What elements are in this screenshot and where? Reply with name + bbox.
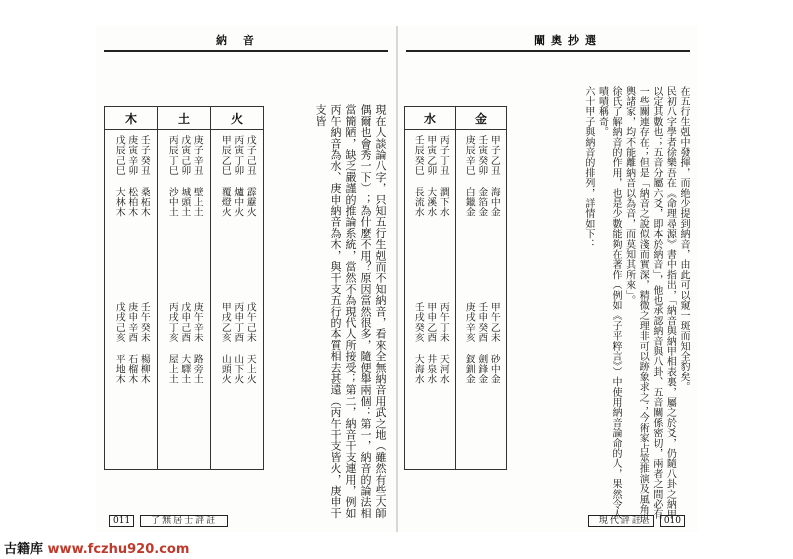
nayin-entry: 甲寅乙卯 大溪水	[425, 135, 437, 217]
nayin-entry: 丙戌丁亥 屋上土	[166, 302, 178, 384]
left-page-footer	[106, 513, 228, 526]
nayin-entry: 壬戌癸亥 大海水	[412, 302, 424, 384]
nayin-entry: 甲子乙丑 海中金	[488, 135, 500, 217]
nayin-entry: 甲申乙酉 井泉水	[425, 302, 437, 384]
nayin-entry: 丙午丁未 天河水	[437, 302, 449, 384]
nayin-entry: 庚子辛丑 壁上土	[191, 135, 203, 217]
table-column-metal	[456, 130, 507, 470]
nayin-entry: 戊子己丑 霹靂火	[244, 135, 256, 217]
left-header-rule	[104, 50, 388, 52]
left-footer-title: 了無居士評註	[140, 515, 228, 527]
nayin-entry: 戊午己未 天上火	[244, 302, 256, 384]
right-page-footer	[588, 513, 688, 526]
site-watermark	[4, 538, 189, 557]
nayin-entry: 壬子癸丑 桑柘木	[138, 135, 150, 217]
left-page-number: 011	[109, 515, 134, 527]
nayin-entry: 戊戌己亥 平地木	[113, 302, 125, 384]
nayin-entry: 壬申癸酉 劍鋒金	[476, 302, 488, 384]
table-header-earth: 土	[158, 107, 211, 130]
table-column-fire	[211, 130, 264, 470]
nayin-entry: 丙辰丁巳 沙中土	[166, 135, 178, 217]
paragraph: 六十甲子與納音的排列，詳情如下：	[582, 86, 594, 250]
watermark-url: www.fczhu920.com	[47, 542, 190, 557]
paragraph: 民初八字學者徐樂吾在《命理尋源》書中指出，「納音與納甲相表裏，屬之於爻，仍隨八卦之納甲以定其數也；五音分屬六爻，即本於納音」，他也承認納音與八卦、五音關係密切，兩者之間必有一些關連存在；但是「納音之說似淺而實深，精微之理非可以跡象求之；今術家占筮推演及風角堪輿諸家，均不能離納音以為音，而莫知其所來」。	[623, 86, 676, 525]
nayin-entry: 甲午乙未 砂中金	[488, 302, 500, 384]
nayin-entry: 甲戌乙亥 山頭火	[219, 302, 231, 384]
table-header-wood: 木	[105, 107, 158, 130]
nayin-entry: 庚寅辛卯 松柏木	[126, 135, 138, 217]
paragraph: 在五行生剋中發揮，而绝少提到納音，由此可以窺一斑而知全豹矣。	[678, 86, 689, 392]
nayin-entry: 丙寅丁卯 爐中火	[232, 135, 244, 217]
nayin-entry: 戊寅己卯 城頭土	[179, 135, 191, 217]
nayin-entry: 丙子丁丑 澗下水	[437, 135, 449, 217]
nayin-entry: 壬寅癸卯 金箔金	[476, 135, 488, 217]
right-page	[398, 26, 698, 532]
nayin-entry: 戊辰己巳 大林木	[113, 135, 125, 217]
nayin-entry: 甲辰乙巳 覆燈火	[219, 135, 231, 217]
table-column-wood	[105, 130, 158, 470]
left-page	[96, 26, 396, 532]
nayin-entry: 庚申辛酉 石榴木	[126, 302, 138, 384]
nayin-entry: 戊申己酉 大驛土	[179, 302, 191, 384]
table-header-fire: 火	[211, 107, 264, 130]
nayin-table-right	[404, 106, 507, 470]
right-page-header: 闡奧抄選	[534, 34, 602, 47]
right-page-number: 010	[660, 515, 685, 527]
table-column-water	[405, 130, 456, 470]
nayin-entry: 庚辰辛巳 白鑞金	[463, 135, 475, 217]
paragraph: 徐氏了解納音的作用，也是少數能夠在著作（例如《子平粹言》）中使用納音論命的人，果然令人嘖嘖稱奇。	[596, 86, 622, 520]
right-footer-title: 現代評註	[588, 515, 654, 527]
nayin-table-left	[104, 106, 264, 470]
nayin-entry: 壬辰癸巳 長流水	[412, 135, 424, 217]
nayin-entry: 丙申丁酉 山下火	[232, 302, 244, 384]
table-header-water: 水	[405, 107, 456, 130]
right-page-text	[538, 86, 690, 526]
left-page-header: 納 音	[216, 34, 260, 47]
watermark-name: 古籍库	[4, 542, 44, 557]
nayin-entry: 庚午辛未 路旁土	[191, 302, 203, 384]
table-column-earth	[158, 130, 211, 470]
nayin-entry: 壬午癸未 楊柳木	[138, 302, 150, 384]
right-header-rule	[406, 50, 690, 52]
nayin-entry: 庚戌辛亥 釵釧金	[463, 302, 475, 384]
left-page-text: 現在人談論八字，只知五行生剋而不知納音，看來全無納音用武之地（雖然有些大師偶爾也會秀一下）；為什麼不用？原因當然很多，隨便舉兩個：第一，納音的論法相當簡陋，缺乏嚴謹的推論系統，當然不為現代人所接受；第二，納音干支連用，例如丙午納音為水、庚申納音為木，與干支五行的本質相去甚遠（丙午干支皆火，庚申干支皆	[314, 104, 387, 519]
table-header-metal: 金	[456, 107, 507, 130]
